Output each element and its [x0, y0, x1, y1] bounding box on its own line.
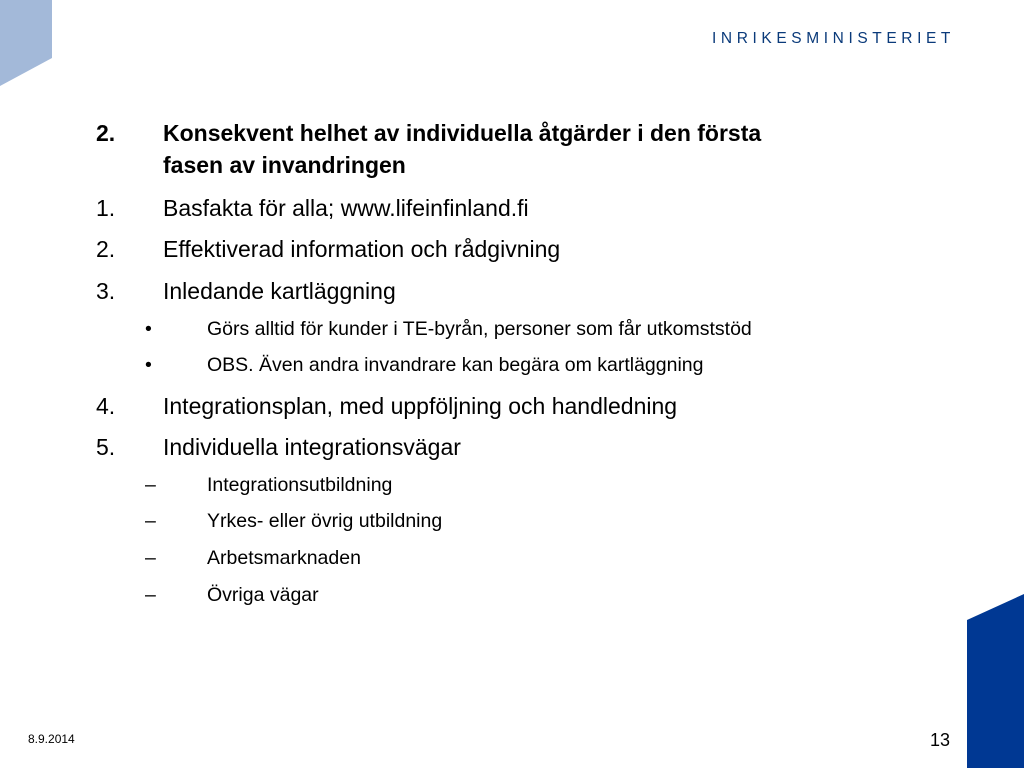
- sub-list-text: Görs alltid för kunder i TE-byrån, personer som får utkomststöd: [207, 318, 752, 340]
- list-text: Effektiverad information och rådgivning: [163, 236, 561, 262]
- heading-line-1: Konsekvent helhet av individuella åtgärder i den första: [163, 120, 762, 146]
- sub-list-text: Integrationsutbildning: [207, 474, 393, 496]
- page-number: 13: [930, 730, 951, 750]
- footer-date: 8.9.2014: [28, 732, 75, 746]
- list-text: Individuella integrationsvägar: [163, 434, 461, 460]
- sub-list-text: Övriga vägar: [207, 584, 319, 606]
- bullet-marker: •: [145, 318, 152, 340]
- list-number: 1.: [96, 195, 116, 221]
- list-text: Basfakta för alla; www.lifeinfinland.fi: [163, 195, 529, 221]
- list-number: 5.: [96, 434, 116, 460]
- bullet-marker: •: [145, 354, 152, 376]
- heading-line-2: fasen av invandringen: [163, 152, 406, 178]
- list-number: 4.: [96, 393, 116, 419]
- ministry-logo: INRIKESMINISTERIET: [712, 30, 955, 47]
- sub-list-text: OBS. Även andra invandrare kan begära om kartläggning: [207, 354, 704, 376]
- corner-decoration-bottom-right: [967, 594, 1024, 768]
- list-number: 2.: [96, 236, 116, 262]
- sub-list-text: Yrkes- eller övrig utbildning: [207, 510, 443, 532]
- list-text: Integrationsplan, med uppföljning och handledning: [163, 393, 678, 419]
- sub-list-text: Arbetsmarknaden: [207, 547, 361, 569]
- heading-number: 2.: [96, 120, 116, 146]
- dash-marker: –: [145, 547, 156, 569]
- dash-marker: –: [145, 474, 156, 496]
- list-number: 3.: [96, 278, 116, 304]
- list-text: Inledande kartläggning: [163, 278, 396, 304]
- dash-marker: –: [145, 584, 156, 606]
- dash-marker: –: [145, 510, 156, 532]
